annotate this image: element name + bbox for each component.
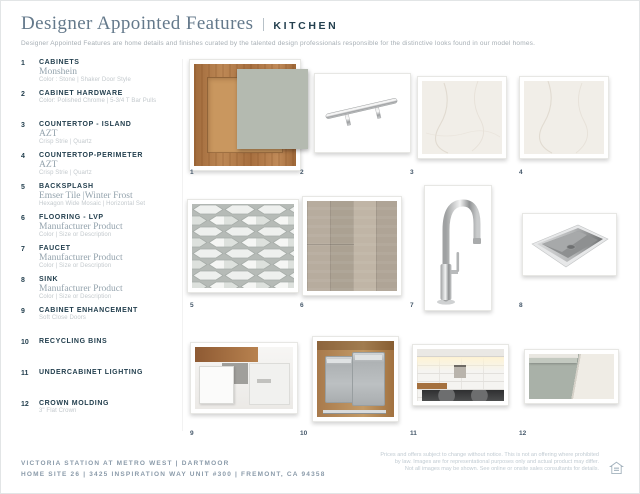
crown-molding-photo	[524, 349, 619, 404]
chrome-bar-pull-photo	[314, 73, 411, 153]
feature-item-cabinet-enhancement	[21, 307, 183, 338]
white-quartz-island-photo	[417, 76, 507, 159]
cooktop-art	[422, 390, 504, 401]
plank-flooring-art	[307, 201, 397, 291]
feature-heading: CROWN MOLDING	[39, 400, 110, 407]
feature-item-cabinet-hardware	[21, 90, 183, 121]
feature-heading: COUNTERTOP-PERIMETER	[39, 152, 144, 159]
feature-number: 4	[21, 153, 25, 160]
lighting-scene-art	[417, 349, 504, 401]
feature-desc: Crisp Strie | Quartz	[39, 170, 92, 176]
stainless-undermount-sink-photo	[522, 213, 617, 276]
feature-desc: Soft Close Doors	[39, 314, 86, 321]
feature-desc: 3" Flat Crown	[39, 407, 77, 414]
feature-item-countertop-perimeter	[21, 152, 183, 183]
feature-number: 11	[21, 370, 29, 377]
feature-number: 10	[21, 339, 29, 346]
feature-heading: RECYCLING BINS	[39, 338, 108, 345]
drawer-front-art	[199, 366, 234, 404]
recycle-bin-art	[325, 356, 354, 403]
feature-item-faucet	[21, 245, 183, 276]
faucet-icon	[429, 190, 487, 306]
recycle-bin-art	[352, 352, 384, 405]
bar-pull-icon	[319, 78, 406, 148]
equal-housing-opportunity-icon	[609, 461, 624, 476]
photo-number-4: 4	[519, 169, 523, 176]
feature-heading: UNDERCABINET LIGHTING	[39, 369, 143, 376]
counter-art	[417, 383, 447, 388]
wood-counter-art	[195, 347, 258, 362]
feature-heading: FAUCET	[39, 245, 71, 252]
feature-desc: Color : Stone | Shaker Door Style	[39, 77, 131, 83]
feature-item-backsplash	[21, 183, 183, 214]
chrome-gooseneck-faucet-photo	[424, 185, 492, 311]
title-row	[21, 13, 621, 35]
footer-address	[21, 458, 326, 480]
quartz-vein-art	[422, 81, 502, 154]
page-subtitle: Designer Appointed Features are home details and finishes curated by the talented design professionals responsible for the distinctive looks found in our model homes.	[21, 40, 536, 47]
quartz-vein-art	[524, 81, 604, 154]
feature-desc: Color | Size or Description	[39, 294, 112, 300]
molding-strip-art	[529, 358, 577, 363]
feature-product: Manufacturer Product	[39, 221, 123, 232]
drawer-front-art	[249, 363, 290, 405]
feature-list	[21, 59, 183, 431]
feature-product: Monshein	[39, 66, 77, 77]
disclaimer-line: by law. Images are for representational purposes only and actual product may differ.	[394, 459, 599, 465]
photo-number-8: 8	[519, 302, 523, 309]
feature-number: 3	[21, 122, 25, 129]
stone-color-swatch	[237, 69, 308, 149]
crown-molding-art	[529, 354, 614, 399]
feature-product: AZT	[39, 128, 58, 139]
feature-item-recycling-bins	[21, 338, 183, 369]
photo-number-1: 1	[190, 169, 194, 176]
feature-desc: Crisp Strie | Quartz	[39, 139, 92, 145]
title-divider	[263, 18, 264, 31]
lvp-plank-flooring-photo	[302, 196, 402, 296]
feature-number: 5	[21, 184, 25, 191]
list-gallery-divider	[182, 59, 183, 431]
feature-heading: COUNTERTOP - ISLAND	[39, 121, 132, 128]
photo-number-10: 10	[300, 430, 308, 437]
footer-disclaimer	[380, 452, 599, 473]
photo-number-12: 12	[519, 430, 527, 437]
feature-number: 1	[21, 60, 25, 67]
feature-desc: Color | Size or Description	[39, 263, 112, 269]
address-line: HOME SITE 26 | 3425 INSPIRATION WAY UNIT #300 | FREMONT, CA 94358	[21, 471, 326, 478]
drawer-scene-art	[195, 347, 293, 409]
sink-icon	[527, 218, 612, 271]
feature-heading: CABINET ENHANCEMENT	[39, 307, 138, 314]
feature-number: 8	[21, 277, 25, 284]
feature-product: Manufacturer Product	[39, 252, 123, 263]
feature-desc: Color | Size or Description	[39, 232, 112, 238]
pullout-recycling-bins-photo	[312, 336, 399, 422]
photo-number-9: 9	[190, 430, 194, 437]
feature-item-undercabinet-lighting	[21, 369, 183, 400]
feature-item-crown-molding	[21, 400, 183, 431]
disclaimer-line: Not all images may be shown. See online or onsite sales consultants for details.	[404, 466, 599, 472]
feature-product: Manufacturer Product	[39, 283, 123, 294]
community-line: VICTORIA STATION AT METRO WEST | DARTMOOR	[21, 460, 230, 467]
feature-heading: FLOORING - LVP	[39, 214, 104, 221]
photo-number-2: 2	[300, 169, 304, 176]
photo-number-7: 7	[410, 302, 414, 309]
feature-item-sink	[21, 276, 183, 307]
photo-number-6: 6	[300, 302, 304, 309]
feature-number: 7	[21, 246, 25, 253]
feature-heading: CABINETS	[39, 59, 80, 66]
header	[21, 13, 621, 47]
photo-number-11: 11	[410, 430, 417, 437]
feature-number: 6	[21, 215, 25, 222]
recycling-bins-art	[317, 341, 394, 417]
feature-number: 9	[21, 308, 25, 315]
feature-heading: BACKSPLASH	[39, 183, 94, 190]
page-title: Designer Appointed Features	[21, 13, 254, 34]
section-label: KITCHEN	[273, 19, 339, 32]
disclaimer-line: Prices and offers subject to change without notice. This is not an offering where prohibited	[380, 452, 599, 458]
feature-number: 12	[21, 401, 29, 408]
feature-heading: SINK	[39, 276, 59, 283]
hex-mosaic-art	[192, 204, 294, 288]
feature-desc: Hexagon Wide Mosaic | Horizontal Set	[39, 201, 146, 207]
feature-desc: Color: Polished Chrome | 5-3/4 T Bar Pulls	[39, 97, 157, 104]
white-quartz-perimeter-photo	[519, 76, 609, 159]
feature-item-flooring	[21, 214, 183, 245]
photo-number-5: 5	[190, 302, 194, 309]
feature-item-countertop-island	[21, 121, 183, 152]
feature-number: 2	[21, 91, 25, 98]
hexagon-mosaic-tile-photo	[187, 199, 299, 293]
feature-heading: CABINET HARDWARE	[39, 90, 123, 97]
photo-gallery	[185, 53, 637, 453]
photo-number-3: 3	[410, 169, 414, 176]
feature-product: AZT	[39, 159, 58, 170]
undercabinet-lighting-photo	[412, 344, 509, 406]
pullout-rail-art	[323, 410, 386, 413]
feature-item-cabinets	[21, 59, 183, 90]
pot-art	[454, 365, 466, 379]
upper-cabinet-art	[417, 349, 504, 357]
soft-close-drawer-photo	[190, 342, 298, 414]
feature-product: Emser Tile |Winter Frost	[39, 190, 133, 201]
